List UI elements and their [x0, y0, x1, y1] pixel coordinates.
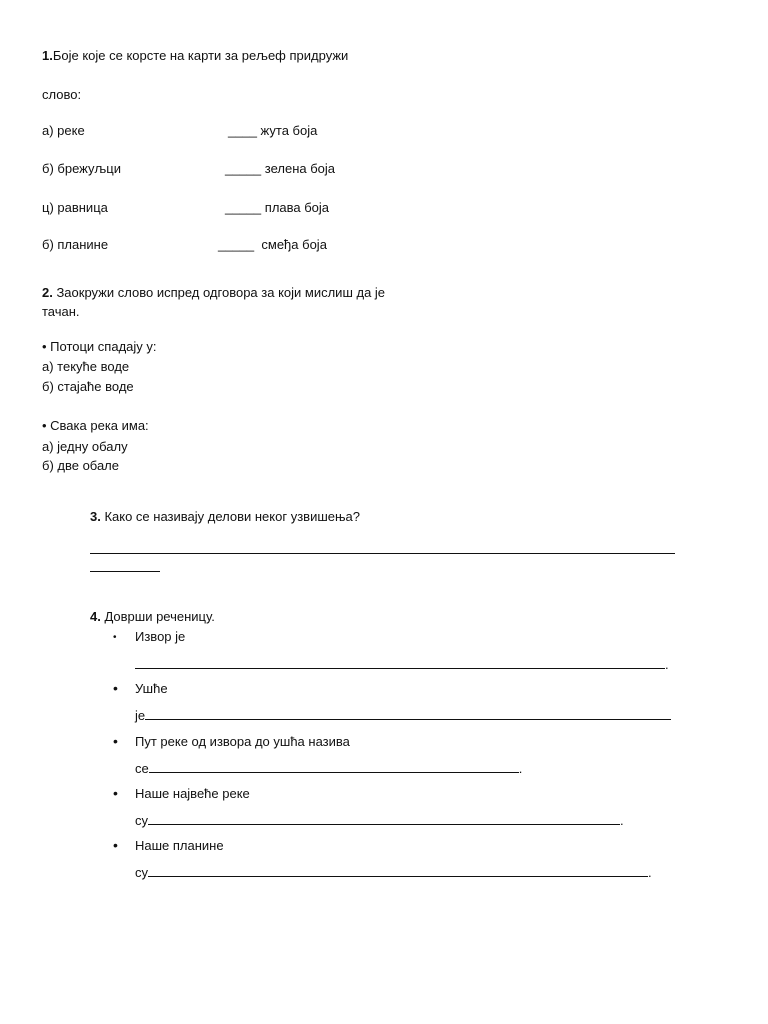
- q2-option[interactable]: б) две обале: [42, 458, 119, 473]
- q2-prompt: • Свака река има:: [42, 418, 149, 433]
- q2-heading: [42, 285, 385, 300]
- q1-row-answer: жута боја: [260, 123, 318, 138]
- q3-answer-line[interactable]: [90, 571, 160, 572]
- q4-answer-line[interactable]: [149, 760, 519, 773]
- q3-number: 3.: [90, 509, 101, 524]
- q1-row-answer-field[interactable]: [225, 200, 329, 215]
- q4-item-suffix: .: [620, 813, 624, 828]
- q3-text: Како се називају делови неког узвишења?: [100, 509, 361, 524]
- q4-item-answer: [135, 812, 624, 828]
- q4-answer-line[interactable]: [148, 812, 620, 825]
- q4-item-suffix: .: [665, 657, 669, 672]
- q2-prompt: • Потоци спадају у:: [42, 339, 157, 354]
- q1-number: 1.: [42, 48, 53, 63]
- q4-item-text: Ушће: [135, 681, 168, 696]
- q1-row-answer: зелена боја: [264, 161, 336, 176]
- q4-item-answer: [135, 864, 652, 880]
- q1-row-label: б) планине: [42, 237, 109, 252]
- q4-item-text: Наше планине: [135, 838, 224, 853]
- q1-row-blank: ____: [228, 123, 257, 138]
- q1-row-answer-field[interactable]: [225, 161, 335, 176]
- bullet-icon: •: [113, 632, 117, 643]
- q1-row-answer: плава боја: [264, 200, 330, 215]
- q4-item-answer: [135, 760, 522, 776]
- q2-text-continued: тачан.: [42, 304, 80, 319]
- q2-text: Заокружи слово испред одговора за који мислиш да је: [52, 285, 386, 300]
- q4-answer-line[interactable]: [148, 864, 648, 877]
- q2-option[interactable]: а) једну обалу: [42, 439, 128, 454]
- q4-answer-line[interactable]: [135, 656, 665, 669]
- q1-row-label: б) брежуљци: [42, 161, 121, 176]
- q2-option[interactable]: б) стајаће воде: [42, 379, 134, 394]
- q4-item-suffix: .: [648, 865, 652, 880]
- q1-text-continued: слово:: [42, 87, 82, 102]
- q4-item-text: Наше највеће реке: [135, 786, 250, 801]
- q1-text: Боје које се корсте на карти за рељеф придружи: [52, 48, 349, 63]
- q4-item-answer: [135, 656, 669, 672]
- q2-number: 2.: [42, 285, 53, 300]
- q4-item-suffix: .: [518, 761, 523, 776]
- q4-answer-line[interactable]: [145, 707, 671, 720]
- q1-row-blank: _____: [225, 161, 262, 176]
- q4-heading: [90, 609, 215, 624]
- bullet-icon: •: [113, 733, 118, 749]
- q3-heading: [90, 509, 360, 524]
- q4-item-answer: [135, 707, 671, 723]
- q1-heading: [42, 48, 348, 63]
- q4-item-prefix: су: [135, 813, 148, 828]
- q2-option[interactable]: а) текуће воде: [42, 359, 130, 374]
- q1-row-answer-field[interactable]: [228, 123, 317, 138]
- bullet-icon: •: [113, 837, 118, 853]
- q1-row-answer: смеђа боја: [261, 237, 327, 252]
- q1-row-label: ц) равница: [42, 200, 108, 215]
- q4-item-text: Извор је: [135, 629, 186, 644]
- q1-row-blank: _____: [218, 237, 255, 252]
- q3-answer-line[interactable]: [90, 553, 675, 554]
- q1-row-label: а) реке: [42, 123, 85, 138]
- q4-item-prefix: је: [135, 708, 146, 723]
- bullet-icon: •: [113, 680, 118, 696]
- q4-item-prefix: су: [135, 865, 148, 880]
- q4-item-prefix: се: [135, 761, 149, 776]
- q4-text: Доврши реченицу.: [100, 609, 215, 624]
- q4-item-text: Пут реке од извора до ушћа назива: [135, 734, 350, 749]
- bullet-icon: •: [113, 785, 118, 801]
- q1-row-answer-field[interactable]: [218, 237, 327, 252]
- q1-row-blank: _____: [225, 200, 262, 215]
- q4-number: 4.: [90, 609, 101, 624]
